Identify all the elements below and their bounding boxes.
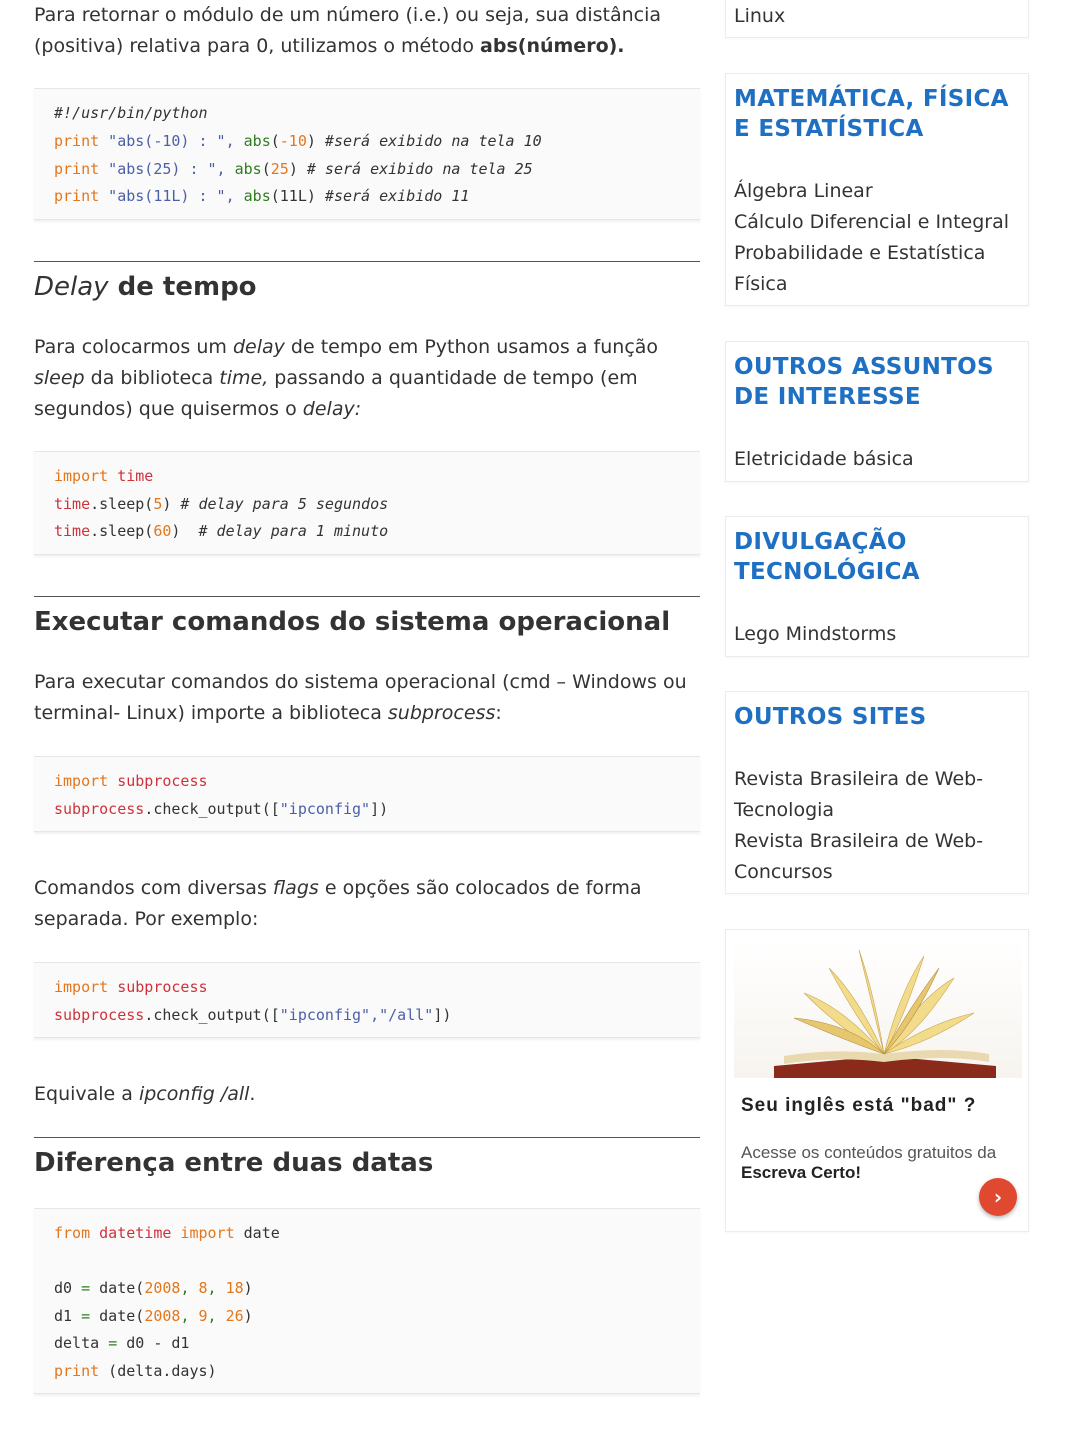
abs-method-name: abs(número). [480,35,625,57]
exec-paragraph: Para executar comandos do sistema operacional (cmd – Windows ou terminal- Linux) importe a biblioteca subprocess: [34,671,687,724]
ad-text: Acesse os conteúdos gratuitos da Escreva Certo! [741,1143,997,1182]
code-block-exec1 [34,756,700,832]
sidebar-link-lego[interactable]: Lego Mindstorms [734,623,897,645]
sidebar-link-revista-concursos[interactable]: Revista Brasileira de Web-Concursos [734,830,984,883]
code-block-exec2 [34,962,700,1038]
sidebar-link-probabilidade[interactable]: Probabilidade e Estatística [734,242,986,264]
code-line: d1 = date(2008, 9, 26) [54,1307,253,1325]
code-line: from datetime import date [54,1224,280,1242]
code-line: print "abs(11L) : ", abs(11L) #será exibido 11 [54,187,470,205]
code-line: import time [54,467,154,485]
equiv-paragraph: Equivale a ipconfig /all. [34,1083,256,1105]
code-line: print "abs(25) : ", abs(25) # será exibido na tela 25 [54,160,533,178]
sidebar-title-others: OUTROS ASSUNTOS DE INTERESSE [734,354,994,410]
code-line: import subprocess [54,772,208,790]
code-line: time.sleep(60) # delay para 1 minuto [54,522,389,540]
book-image [734,938,1022,1078]
sidebar-link-eletricidade[interactable]: Eletricidade básica [734,448,914,470]
sidebar-title-math: MATEMÁTICA, FÍSICA E ESTATÍSTICA [734,86,1009,142]
code-line: subprocess.check_output(["ipconfig"]) [54,800,389,818]
sidebar-box-top [725,0,1029,38]
heading-delay: Delay de tempo [34,272,257,302]
code-line: delta = d0 - d1 [54,1334,190,1352]
sidebar-link-algebra[interactable]: Álgebra Linear [734,180,873,202]
ad-title: Seu inglês está "bad" ? [741,1095,977,1116]
section-divider [34,596,700,597]
heading-dates: Diferença entre duas datas [34,1148,434,1178]
abs-intro-paragraph [34,0,700,62]
flags-paragraph: Comandos com diversas flags e opções são colocados de forma separada. Por exemplo: [34,877,642,930]
code-line: print "abs(-10) : ", abs(-10) #será exibido na tela 10 [54,132,542,150]
sidebar-ad[interactable] [725,929,1029,1232]
code-line: time.sleep(5) # delay para 5 segundos [54,495,389,513]
code-line: d0 = date(2008, 8, 18) [54,1279,253,1297]
sidebar-box-sites [725,691,1029,894]
abs-intro-text: Para retornar o módulo de um número (i.e.) ou seja, sua distância (positiva) relativa para 0, utilizamos o método [34,4,662,57]
code-line-shebang: #!/usr/bin/python [54,104,208,122]
sidebar-link-calculo[interactable]: Cálculo Diferencial e Integral [734,211,1010,233]
sidebar-box-others [725,341,1029,482]
section-divider [34,1137,700,1138]
sidebar-box-tech [725,516,1029,657]
code-block-dates [34,1208,700,1394]
delay-paragraph: Para colocarmos um delay de tempo em Python usamos a função sleep da biblioteca time, passando a quantidade de tempo (em segundos) que quisermos o delay: [34,336,659,420]
code-line: subprocess.check_output(["ipconfig","/all"]) [54,1006,452,1024]
code-line: import subprocess [54,978,208,996]
ad-arrow-button[interactable]: › [979,1178,1017,1216]
heading-exec: Executar comandos do sistema operacional [34,607,671,637]
sidebar-link-revista-tecnologia[interactable]: Revista Brasileira de Web-Tecnologia [734,768,984,821]
sidebar-title-sites: OUTROS SITES [734,704,927,730]
sidebar-link-fisica[interactable]: Física [734,273,788,295]
code-block-abs [34,88,700,220]
sidebar-title-tech: DIVULGAÇÃO TECNOLÓGICA [734,529,920,585]
sidebar-link-linux[interactable]: Linux [734,5,786,27]
code-block-delay [34,451,700,555]
code-line: print (delta.days) [54,1362,217,1380]
section-divider [34,261,700,262]
sidebar-box-math [725,73,1029,306]
